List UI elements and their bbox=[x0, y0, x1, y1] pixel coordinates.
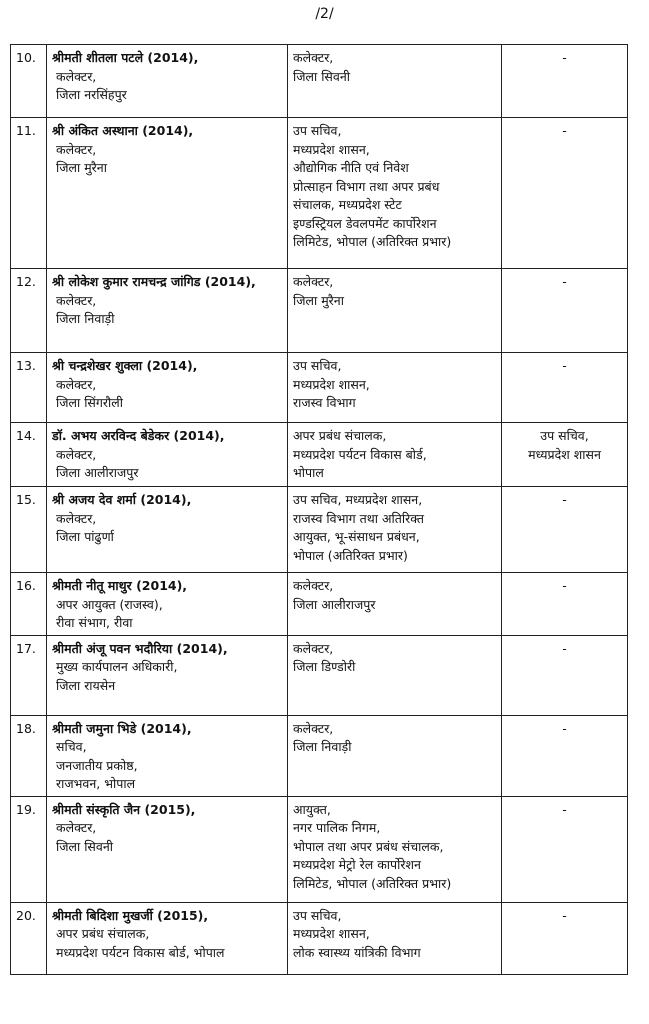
remarks-cell bbox=[502, 715, 628, 796]
remarks-cell bbox=[502, 796, 628, 902]
remarks-cell bbox=[502, 487, 628, 573]
table-row bbox=[11, 45, 628, 118]
officer-name: डॉ. अभय अरविन्द बेडेकर (2014), bbox=[52, 428, 225, 443]
new-post-line: उप सचिव, मध्यप्रदेश शासन, bbox=[293, 492, 423, 507]
officer-cell bbox=[47, 118, 288, 269]
current-post-line: जिला निवाड़ी bbox=[56, 311, 115, 326]
officer-name: श्रीमती अंजू पवन भदौरिया (2014), bbox=[52, 640, 228, 656]
new-post-line: कलेक्टर, bbox=[293, 274, 334, 289]
new-post-cell bbox=[288, 269, 502, 353]
new-post-line: कलेक्टर, bbox=[293, 640, 334, 656]
table-body bbox=[11, 45, 628, 975]
new-post-line: लोक स्वास्थ्य यांत्रिकी विभाग bbox=[293, 944, 421, 960]
new-post-cell bbox=[288, 715, 502, 796]
new-post-cell bbox=[288, 118, 502, 269]
serial-number: 12. bbox=[11, 269, 47, 353]
current-post-line: जिला मुरैना bbox=[56, 160, 107, 175]
new-post-cell bbox=[288, 45, 502, 118]
new-post-cell bbox=[288, 573, 502, 636]
new-post-line: जिला सिवनी bbox=[293, 68, 351, 84]
current-post-line: राजभवन, भोपाल bbox=[56, 776, 136, 791]
new-post-cell bbox=[288, 796, 502, 902]
officer-cell bbox=[47, 269, 288, 353]
officer-name: श्रीमती संस्कृति जैन (2015), bbox=[52, 801, 196, 817]
current-post-line: रीवा संभाग, रीवा bbox=[56, 615, 133, 630]
new-post-line: नगर पालिक निगम, bbox=[293, 820, 381, 835]
new-post-line: संचालक, मध्यप्रदेश स्टेट bbox=[293, 197, 402, 212]
new-post-line: मध्यप्रदेश शासन, bbox=[293, 376, 370, 392]
current-post-line: मुख्य कार्यपालन अधिकारी, bbox=[56, 659, 178, 674]
serial-number: 19. bbox=[11, 796, 47, 902]
new-post-line: उप सचिव, bbox=[293, 907, 342, 923]
new-post-line: आयुक्त, भू-संसाधन प्रबंधन, bbox=[293, 529, 420, 544]
remarks-cell bbox=[502, 118, 628, 269]
remarks-line: - bbox=[562, 801, 567, 817]
current-post-line: अपर आयुक्त (राजस्व), bbox=[56, 596, 163, 612]
serial-number: 14. bbox=[11, 423, 47, 487]
officer-name: श्री चन्द्रशेखर शुक्ला (2014), bbox=[52, 358, 198, 373]
officer-cell bbox=[47, 487, 288, 573]
current-post-line: सचिव, bbox=[56, 739, 87, 754]
remarks-line: - bbox=[562, 358, 567, 373]
new-post-line: लिमिटेड, भोपाल (अतिरिक्त प्रभार) bbox=[293, 875, 452, 891]
new-post-line: उप सचिव, bbox=[293, 123, 342, 138]
new-post-line: भोपाल bbox=[293, 465, 324, 480]
current-post-line: जिला आलीराजपुर bbox=[56, 465, 139, 480]
current-post-line: मध्यप्रदेश पर्यटन विकास बोर्ड, भोपाल bbox=[56, 944, 225, 960]
officer-cell bbox=[47, 45, 288, 118]
new-post-line: जिला मुरैना bbox=[293, 292, 344, 308]
table-row bbox=[11, 353, 628, 423]
officer-cell bbox=[47, 902, 288, 974]
serial-number: 18. bbox=[11, 715, 47, 796]
officer-name: श्रीमती बिदिशा मुखर्जी (2015), bbox=[52, 907, 209, 923]
remarks-line: उप सचिव, bbox=[540, 428, 589, 443]
table-row bbox=[11, 487, 628, 573]
serial-number: 20. bbox=[11, 902, 47, 974]
new-post-line: उप सचिव, bbox=[293, 358, 342, 373]
new-post-line: राजस्व विभाग bbox=[293, 395, 356, 410]
serial-number: 16. bbox=[11, 573, 47, 636]
new-post-line: मध्यप्रदेश मेट्रो रेल कार्पोरेशन bbox=[293, 857, 421, 872]
table-row bbox=[11, 796, 628, 902]
new-post-line: औद्योगिक नीति एवं निवेश bbox=[293, 160, 409, 175]
table-row bbox=[11, 715, 628, 796]
current-post-line: जनजातीय प्रकोष्ठ, bbox=[56, 757, 138, 773]
remarks-line: - bbox=[562, 578, 567, 593]
new-post-line: कलेक्टर, bbox=[293, 50, 334, 65]
serial-number: 11. bbox=[11, 118, 47, 269]
new-post-line: भोपाल तथा अपर प्रबंध संचालक, bbox=[293, 838, 444, 854]
remarks-line: - bbox=[562, 123, 567, 138]
table-row bbox=[11, 573, 628, 636]
new-post-line: जिला आलीराजपुर bbox=[293, 596, 376, 612]
remarks-line: - bbox=[562, 50, 567, 65]
remarks-cell bbox=[502, 353, 628, 423]
officer-cell bbox=[47, 715, 288, 796]
remarks-cell bbox=[502, 573, 628, 636]
table-row bbox=[11, 423, 628, 487]
officer-cell bbox=[47, 573, 288, 636]
current-post-line: जिला नरसिंहपुर bbox=[56, 87, 127, 102]
officer-cell bbox=[47, 635, 288, 715]
current-post-line: कलेक्टर, bbox=[56, 68, 97, 84]
current-post-line: कलेक्टर, bbox=[56, 376, 97, 392]
remarks-line: - bbox=[562, 640, 567, 656]
new-post-cell bbox=[288, 353, 502, 423]
officer-name: श्रीमती शीतला पटले (2014), bbox=[52, 50, 199, 65]
new-post-line: कलेक्टर, bbox=[293, 578, 334, 593]
current-post-line: कलेक्टर, bbox=[56, 141, 97, 157]
table-row bbox=[11, 269, 628, 353]
remarks-cell bbox=[502, 902, 628, 974]
current-post-line: कलेक्टर, bbox=[56, 446, 97, 462]
new-post-line: मध्यप्रदेश पर्यटन विकास बोर्ड, bbox=[293, 446, 427, 462]
new-post-line: राजस्व विभाग तथा अतिरिक्त bbox=[293, 510, 425, 526]
new-post-line: भोपाल (अतिरिक्त प्रभार) bbox=[293, 547, 408, 563]
table-row bbox=[11, 118, 628, 269]
officer-name: श्रीमती जमुना भिडे (2014), bbox=[52, 720, 192, 736]
officer-cell bbox=[47, 353, 288, 423]
officer-name: श्री अजय देव शर्मा (2014), bbox=[52, 492, 192, 507]
remarks-cell bbox=[502, 423, 628, 487]
new-post-line: अपर प्रबंध संचालक, bbox=[293, 428, 387, 443]
remarks-cell bbox=[502, 269, 628, 353]
current-post-line: जिला रायसेन bbox=[56, 677, 116, 693]
page-number: /2/ bbox=[315, 6, 334, 22]
remarks-line: - bbox=[562, 907, 567, 923]
new-post-line: जिला निवाड़ी bbox=[293, 739, 352, 754]
remarks-line: - bbox=[562, 720, 567, 736]
current-post-line: कलेक्टर, bbox=[56, 510, 97, 526]
serial-number: 15. bbox=[11, 487, 47, 573]
new-post-line: प्रोत्साहन विभाग तथा अपर प्रबंध bbox=[293, 178, 440, 194]
current-post-line: जिला सिंगरौली bbox=[56, 395, 123, 410]
new-post-line: मध्यप्रदेश शासन, bbox=[293, 926, 370, 941]
new-post-cell bbox=[288, 635, 502, 715]
remarks-line: मध्यप्रदेश शासन bbox=[528, 446, 601, 462]
new-post-cell bbox=[288, 487, 502, 573]
serial-number: 13. bbox=[11, 353, 47, 423]
new-post-line: लिमिटेड, भोपाल (अतिरिक्त प्रभार) bbox=[293, 234, 452, 249]
officer-name: श्री अंकित अस्थाना (2014), bbox=[52, 123, 194, 138]
current-post-line: कलेक्टर, bbox=[56, 292, 97, 308]
officer-name: श्रीमती नीतू माथुर (2014), bbox=[52, 578, 188, 593]
new-post-line: मध्यप्रदेश शासन, bbox=[293, 141, 370, 157]
serial-number: 17. bbox=[11, 635, 47, 715]
table-row bbox=[11, 635, 628, 715]
new-post-cell bbox=[288, 423, 502, 487]
current-post-line: जिला सिवनी bbox=[56, 838, 114, 854]
transfer-order-table bbox=[10, 44, 628, 975]
new-post-line: जिला डिण्डोरी bbox=[293, 659, 356, 674]
serial-number: 10. bbox=[11, 45, 47, 118]
officer-cell bbox=[47, 423, 288, 487]
new-post-line: आयुक्त, bbox=[293, 801, 331, 817]
new-post-line: इण्डस्ट्रियल डेवलपमेंट कार्पोरेशन bbox=[293, 215, 437, 231]
remarks-cell bbox=[502, 635, 628, 715]
table-row bbox=[11, 902, 628, 974]
officer-name: श्री लोकेश कुमार रामचन्द्र जांगिड (2014), bbox=[52, 274, 256, 289]
current-post-line: कलेक्टर, bbox=[56, 820, 97, 835]
remarks-cell bbox=[502, 45, 628, 118]
current-post-line: अपर प्रबंध संचालक, bbox=[56, 926, 150, 941]
current-post-line: जिला पांढुर्णा bbox=[56, 529, 114, 544]
new-post-cell bbox=[288, 902, 502, 974]
officer-cell bbox=[47, 796, 288, 902]
new-post-line: कलेक्टर, bbox=[293, 720, 334, 736]
remarks-line: - bbox=[562, 274, 567, 289]
remarks-line: - bbox=[562, 492, 567, 507]
